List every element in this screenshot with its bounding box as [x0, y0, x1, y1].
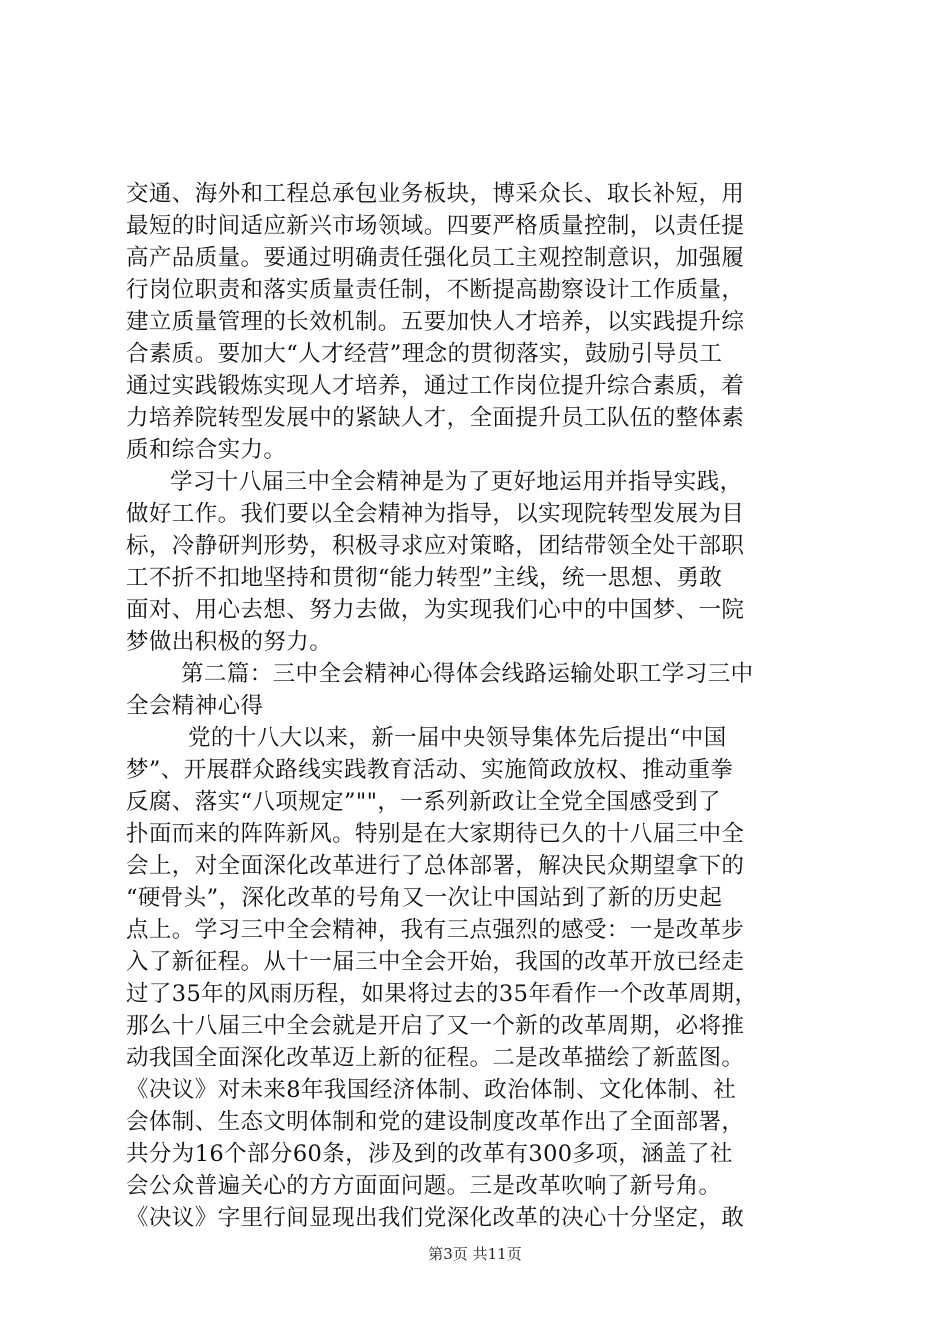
text-line: 力培养院转型发展中的紧缺人才，全面提升员工队伍的整体素 [126, 405, 745, 431]
text-line: 交通、海外和工程总承包业务板块，博采众长、取长补短，用 [126, 181, 745, 207]
page-number-footer: 第3页 共11页 [428, 1245, 522, 1263]
text-line: 共分为16个部分60条，涉及到的改革有300多项，涵盖了社 [126, 1141, 733, 1167]
section-heading: 第二篇：三中全会精神心得体会线路运输处职工学习三中 [181, 661, 754, 687]
text-line: 会上，对全面深化改革进行了总体部署，解决民众期望拿下的 [126, 853, 745, 879]
text-line: “硬骨头”，深化改革的号角又一次让中国站到了新的历史起 [126, 885, 723, 911]
text-line: 会公众普遍关心的方方面面问题。三是改革吹响了新号角。 [126, 1173, 722, 1199]
text-line: 标，冷静研判形势，积极寻求应对策略，团结带领全处干部职 [126, 533, 745, 559]
text-line: 质和综合实力。 [126, 437, 287, 463]
section-heading-continued: 全会精神心得 [126, 693, 264, 719]
text-line: 会体制、生态文明体制和党的建设制度改革作出了全面部署， [126, 1109, 745, 1135]
text-line: 合素质。要加大“人才经营”理念的贯彻落实，鼓励引导员工 [126, 341, 723, 367]
text-line: 最短的时间适应新兴市场领域。四要严格质量控制，以责任提 [126, 213, 745, 239]
text-line: 工不折不扣地坚持和贯彻“能力转型”主线，统一思想、勇敢 [126, 565, 723, 591]
text-line: 面对、用心去想、努力去做，为实现我们心中的中国梦、一院 [126, 597, 745, 623]
text-line: 入了新征程。从十一届三中全会开始，我国的改革开放已经走 [126, 949, 745, 975]
paragraph-first-line: 学习十八届三中全会精神是为了更好地运用并指导实践， [170, 469, 743, 495]
text-line: 反腐、落实“八项规定”""，一系列新政让全党全国感受到了 [126, 789, 721, 815]
document-body [126, 178, 838, 1234]
text-line: 梦”、开展群众路线实践教育活动、实施简政放权、推动重拳 [126, 757, 734, 783]
text-line: 《决议》字里行间显现出我们党深化改革的决心十分坚定，敢 [126, 1205, 745, 1231]
text-line: 那么十八届三中全会就是开启了又一个新的改革周期，必将推 [126, 1013, 745, 1039]
text-line: 做好工作。我们要以全会精神为指导，以实现院转型发展为目 [126, 501, 745, 527]
text-line: 行岗位职责和落实质量责任制，不断提高勘察设计工作质量， [126, 277, 745, 303]
text-line: 通过实践锻炼实现人才培养，通过工作岗位提升综合素质，着 [126, 373, 745, 399]
paragraph-first-line: 党的十八大以来，新一届中央领导集体先后提出“中国 [188, 725, 727, 751]
text-line: 高产品质量。要通过明确责任强化员工主观控制意识，加强履 [126, 245, 745, 271]
text-line: 动我国全面深化改革迈上新的征程。二是改革描绘了新蓝图。 [126, 1045, 745, 1071]
text-line: 梦做出积极的努力。 [126, 629, 333, 655]
text-line: 建立质量管理的长效机制。五要加快人才培养，以实践提升综 [126, 309, 745, 335]
text-line: 扑面而来的阵阵新风。特别是在大家期待已久的十八届三中全 [126, 821, 745, 847]
text-line: 《决议》对未来8年我国经济体制、政治体制、文化体制、社 [126, 1077, 737, 1103]
text-line: 过了35年的风雨历程，如果将过去的35年看作一个改革周期， [126, 981, 758, 1007]
text-line: 点上。学习三中全会精神，我有三点强烈的感受：一是改革步 [126, 917, 745, 943]
